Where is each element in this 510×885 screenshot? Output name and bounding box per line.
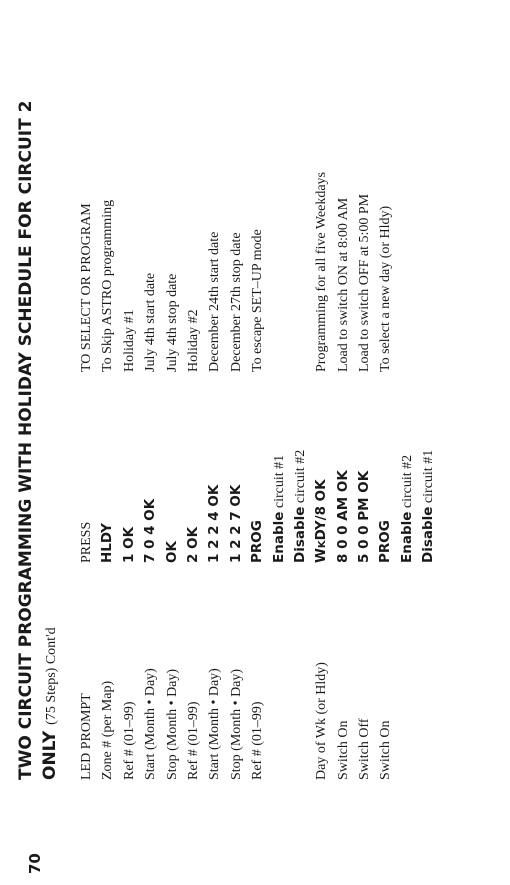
press-3: 7 0 4 OK xyxy=(142,498,159,563)
circuit-line-4 xyxy=(418,450,439,563)
press-9-prefix: W xyxy=(313,548,330,563)
select-10: Load to switch ON at 8:00 AM xyxy=(335,197,351,372)
circuit-line-1-bold: Enable xyxy=(270,511,287,563)
spacer xyxy=(290,172,311,372)
select-9: Programming for all five Weekdays xyxy=(314,171,330,372)
circuit-line-4-rest: circuit #1 xyxy=(421,449,437,504)
circuit-line-1 xyxy=(269,450,290,563)
select-2: Holiday #1 xyxy=(121,309,137,372)
select-6: December 24th start date xyxy=(207,231,223,372)
select-7: December 27th stop date xyxy=(228,232,244,372)
select-12: To select a new day (or Hldy) xyxy=(378,205,394,372)
header-prompt: LED PROMPT xyxy=(79,693,94,780)
press-6: 1 2 2 4 OK xyxy=(206,484,223,563)
circuit-line-3-bold: Enable xyxy=(398,511,415,563)
select-column xyxy=(76,172,397,372)
select-1: To Skip ASTRO programming xyxy=(100,199,116,372)
circuit-line-4-bold: Disable xyxy=(420,506,437,563)
press-10: 8 0 0 AM OK xyxy=(334,470,351,563)
prompt-9: Day of Wk (or Hldy) xyxy=(314,662,330,780)
header-press: PRESS xyxy=(79,521,94,563)
select-5: Holiday #2 xyxy=(185,309,201,372)
prompt-11: Switch Off xyxy=(357,718,373,780)
press-9-rest: DY/8 OK xyxy=(313,479,330,541)
press-7: 1 2 2 7 OK xyxy=(227,484,244,563)
press-11: 5 0 0 PM OK xyxy=(356,470,373,563)
select-11: Load to switch OFF at 5:00 PM xyxy=(357,193,373,372)
page-title: TWO CIRCUIT PROGRAMMING WITH HOLIDAY SCHEDULE FOR CIRCUIT 2 xyxy=(16,100,36,780)
select-3: July 4th start date xyxy=(143,272,159,372)
press-12: PROG xyxy=(377,520,394,563)
select-8: To escape SET–UP mode xyxy=(250,229,266,372)
press-9 xyxy=(311,450,332,563)
circuit-line-2-bold: Disable xyxy=(291,506,308,563)
page-number: 70 xyxy=(26,853,44,874)
spacer xyxy=(269,662,290,780)
prompt-12: Switch On xyxy=(378,720,394,780)
circuit-line-3 xyxy=(397,450,418,563)
circuit-line-1-rest: circuit #1 xyxy=(271,454,287,509)
rotated-content xyxy=(2,44,502,874)
prompt-7: Stop (Month • Day) xyxy=(228,668,244,780)
press-9-small: K xyxy=(317,540,329,549)
press-1: HLDY xyxy=(99,523,116,563)
prompt-6: Start (Month • Day) xyxy=(207,668,223,780)
prompt-5: Ref # (01–99) xyxy=(185,701,201,780)
prompt-10: Switch On xyxy=(335,720,351,780)
prompt-1: Zone # (per Map) xyxy=(100,680,116,780)
subtitle-bold: ONLY xyxy=(40,730,60,780)
prompt-2: Ref # (01–99) xyxy=(121,701,137,780)
circuit-line-3-rest: circuit #2 xyxy=(399,454,415,509)
subtitle-cont: (75 Steps) Cont'd xyxy=(44,627,59,725)
circuit-line-2-rest: circuit #2 xyxy=(292,449,308,504)
press-column xyxy=(76,450,440,563)
press-4: OK xyxy=(163,541,180,563)
select-4: July 4th stop date xyxy=(164,273,180,372)
press-2: 1 OK xyxy=(120,526,137,563)
spacer xyxy=(290,662,311,780)
header-select: TO SELECT OR PROGRAM xyxy=(79,203,94,372)
prompt-4: Stop (Month • Day) xyxy=(164,668,180,780)
press-8: PROG xyxy=(249,520,266,563)
page-subtitle xyxy=(40,627,60,780)
prompt-8: Ref # (01–99) xyxy=(250,701,266,780)
prompt-3: Start (Month • Day) xyxy=(143,668,159,780)
press-5: 2 OK xyxy=(184,526,201,563)
spacer xyxy=(269,172,290,372)
circuit-line-2 xyxy=(290,450,311,563)
prompt-column xyxy=(76,662,397,780)
